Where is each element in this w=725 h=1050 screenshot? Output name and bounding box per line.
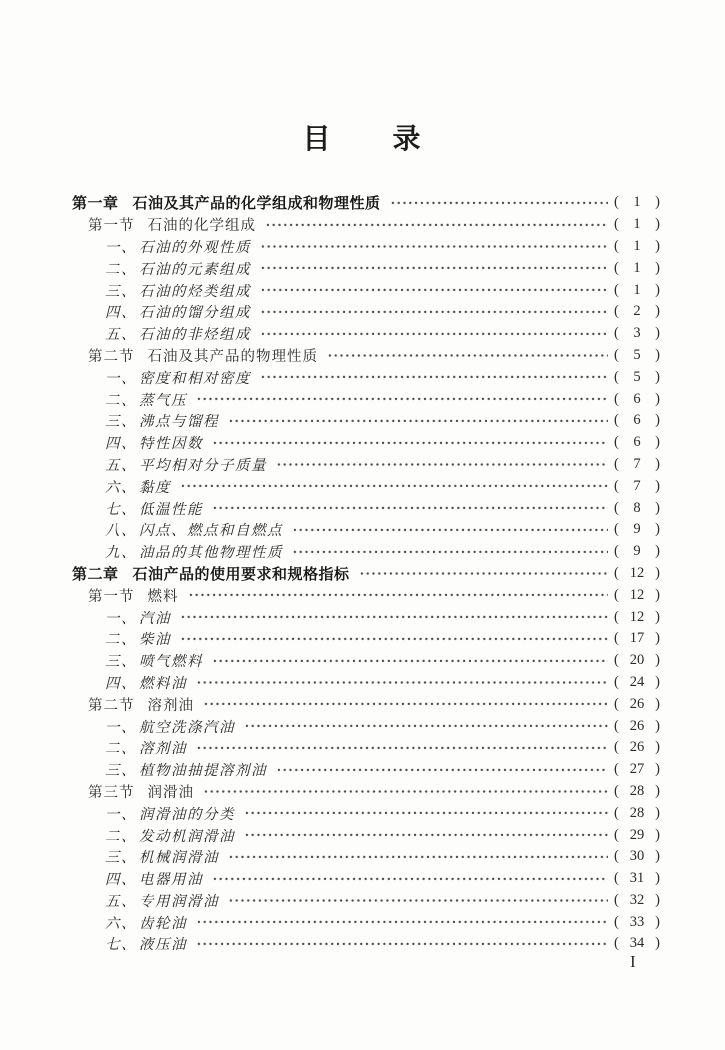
toc-entry bbox=[88, 214, 660, 236]
toc-entry-label: 发动机润滑油 bbox=[139, 828, 235, 845]
leader-dots bbox=[276, 759, 608, 781]
toc-entry-page bbox=[614, 543, 660, 560]
page-number: 1 bbox=[633, 281, 641, 298]
toc-entry-label: 蒸气压 bbox=[139, 392, 187, 409]
toc-entry-number: 三、 bbox=[105, 654, 137, 671]
paren-close: ) bbox=[655, 477, 660, 494]
paren-open: ( bbox=[614, 543, 619, 560]
paren-open: ( bbox=[614, 455, 619, 472]
toc-entry-page bbox=[614, 652, 660, 669]
toc-entry-page bbox=[614, 260, 660, 277]
paren-close: ) bbox=[655, 346, 660, 363]
toc-entry-page bbox=[614, 391, 660, 408]
paren-close: ) bbox=[655, 564, 660, 581]
toc-entry-number: 二、 bbox=[105, 828, 137, 845]
toc-entry-page bbox=[614, 848, 660, 865]
paren-open: ( bbox=[614, 237, 619, 254]
page-number: 12 bbox=[629, 608, 645, 625]
paren-close: ) bbox=[655, 303, 660, 320]
page-number: 12 bbox=[629, 586, 645, 603]
toc-entry-page bbox=[614, 412, 660, 429]
leader-dots bbox=[244, 802, 608, 824]
page-number: 26 bbox=[629, 717, 645, 734]
toc-entry bbox=[105, 388, 660, 410]
page-number: 28 bbox=[629, 782, 645, 799]
toc-entry-label: 石油的馏分组成 bbox=[139, 305, 251, 322]
leader-dots bbox=[196, 933, 608, 955]
toc-entry-label: 齿轮油 bbox=[139, 915, 187, 932]
page-number: 1 bbox=[633, 194, 641, 211]
paren-close: ) bbox=[655, 739, 660, 756]
paren-open: ( bbox=[614, 390, 619, 407]
leader-dots bbox=[390, 192, 608, 214]
toc-entry bbox=[105, 737, 660, 759]
toc-entry-page bbox=[614, 347, 660, 364]
toc-list bbox=[72, 192, 660, 955]
paren-close: ) bbox=[655, 216, 660, 233]
toc-entry bbox=[88, 781, 660, 803]
toc-entry-page bbox=[614, 500, 660, 517]
paren-open: ( bbox=[614, 325, 619, 342]
paren-close: ) bbox=[655, 325, 660, 342]
toc-entry-number: 一、 bbox=[105, 719, 137, 736]
toc-entry-number: 八、 bbox=[105, 523, 137, 540]
toc-entry bbox=[105, 541, 660, 563]
toc-entry-label: 石油的化学组成 bbox=[147, 218, 256, 235]
paren-open: ( bbox=[614, 586, 619, 603]
paren-close: ) bbox=[655, 804, 660, 821]
toc-entry-label: 润滑油的分类 bbox=[139, 806, 235, 823]
toc-entry-number: 九、 bbox=[105, 545, 137, 562]
leader-dots bbox=[203, 693, 608, 715]
toc-entry-number: 五、 bbox=[105, 327, 137, 344]
toc-entry-label: 黏度 bbox=[139, 479, 171, 496]
toc-entry-page bbox=[614, 565, 660, 582]
toc-entry-page bbox=[614, 521, 660, 538]
paren-close: ) bbox=[655, 608, 660, 625]
leader-dots bbox=[180, 475, 608, 497]
toc-entry-page bbox=[614, 761, 660, 778]
toc-entry-number: 第一章 bbox=[72, 195, 119, 213]
toc-entry bbox=[105, 824, 660, 846]
toc-entry-label: 电器用油 bbox=[139, 872, 203, 889]
toc-entry bbox=[72, 563, 660, 585]
page-number: 7 bbox=[633, 477, 641, 494]
toc-entry-number: 第一节 bbox=[88, 218, 135, 235]
leader-dots bbox=[260, 279, 608, 301]
toc-entry bbox=[105, 279, 660, 301]
toc-entry bbox=[72, 192, 660, 214]
toc-entry-label: 柴油 bbox=[139, 632, 171, 649]
page-number: 17 bbox=[629, 630, 645, 647]
toc-entry-label: 油品的其他物理性质 bbox=[139, 545, 283, 562]
leader-dots bbox=[292, 541, 608, 563]
paren-close: ) bbox=[655, 259, 660, 276]
paren-open: ( bbox=[614, 870, 619, 887]
toc-entry-number: 七、 bbox=[105, 937, 137, 954]
paren-open: ( bbox=[614, 521, 619, 538]
page-number: 9 bbox=[633, 543, 641, 560]
page-number: 7 bbox=[633, 455, 641, 472]
paren-open: ( bbox=[614, 804, 619, 821]
toc-entry-page bbox=[614, 739, 660, 756]
toc-entry-label: 特性因数 bbox=[139, 436, 203, 453]
toc-entry-number: 二、 bbox=[105, 261, 137, 278]
toc-entry-label: 润滑油 bbox=[147, 784, 194, 801]
paren-open: ( bbox=[614, 695, 619, 712]
leader-dots bbox=[228, 890, 608, 912]
leader-dots bbox=[244, 715, 608, 737]
toc-entry-label: 燃料油 bbox=[139, 675, 187, 692]
paren-close: ) bbox=[655, 848, 660, 865]
leader-dots bbox=[228, 846, 608, 868]
paren-open: ( bbox=[614, 891, 619, 908]
paren-close: ) bbox=[655, 870, 660, 887]
toc-entry-label: 燃料 bbox=[147, 588, 179, 605]
page-number: 26 bbox=[629, 739, 645, 756]
paren-close: ) bbox=[655, 368, 660, 385]
toc-entry-page bbox=[614, 303, 660, 320]
paren-open: ( bbox=[614, 564, 619, 581]
toc-entry-label: 石油及其产品的化学组成和物理性质 bbox=[132, 195, 381, 213]
paren-open: ( bbox=[614, 434, 619, 451]
toc-entry bbox=[105, 868, 660, 890]
toc-entry-page bbox=[614, 892, 660, 909]
toc-entry bbox=[105, 519, 660, 541]
toc-entry-label: 闪点、燃点和自燃点 bbox=[139, 523, 283, 540]
paren-close: ) bbox=[655, 695, 660, 712]
toc-entry-label: 机械润滑油 bbox=[139, 850, 219, 867]
toc-entry-page bbox=[614, 696, 660, 713]
paren-open: ( bbox=[614, 739, 619, 756]
toc-entry-page bbox=[614, 325, 660, 342]
page-number: 28 bbox=[629, 804, 645, 821]
leader-dots bbox=[244, 824, 608, 846]
page-number: 3 bbox=[633, 325, 641, 342]
page-number: 30 bbox=[629, 848, 645, 865]
page-number: 32 bbox=[629, 891, 645, 908]
toc-entry-label: 石油的外观性质 bbox=[139, 239, 251, 256]
toc-entry-page bbox=[614, 827, 660, 844]
toc-entry-number: 三、 bbox=[105, 283, 137, 300]
toc-entry bbox=[105, 257, 660, 279]
toc-entry-number: 六、 bbox=[105, 915, 137, 932]
toc-entry bbox=[105, 323, 660, 345]
paren-close: ) bbox=[655, 390, 660, 407]
paren-close: ) bbox=[655, 434, 660, 451]
leader-dots bbox=[203, 781, 608, 803]
toc-entry bbox=[105, 715, 660, 737]
paren-close: ) bbox=[655, 543, 660, 560]
toc-entry-label: 汽油 bbox=[139, 610, 171, 627]
page-number: 9 bbox=[633, 521, 641, 538]
toc-entry-number: 五、 bbox=[105, 457, 137, 474]
leader-dots bbox=[196, 388, 608, 410]
toc-entry-number: 第二节 bbox=[88, 697, 135, 714]
paren-open: ( bbox=[614, 630, 619, 647]
paren-open: ( bbox=[614, 194, 619, 211]
leader-dots bbox=[359, 563, 608, 585]
toc-entry-number: 第二节 bbox=[88, 348, 135, 365]
page-number: 5 bbox=[633, 368, 641, 385]
leader-dots bbox=[260, 257, 608, 279]
toc-entry bbox=[105, 628, 660, 650]
paren-open: ( bbox=[614, 826, 619, 843]
page-number: 33 bbox=[629, 913, 645, 930]
toc-entry-label: 低温性能 bbox=[139, 501, 203, 518]
toc-entry-number: 第一节 bbox=[88, 588, 135, 605]
leader-dots bbox=[265, 214, 608, 236]
toc-entry-number: 三、 bbox=[105, 850, 137, 867]
page-number: 5 bbox=[633, 346, 641, 363]
toc-entry bbox=[105, 759, 660, 781]
toc-entry-page bbox=[614, 630, 660, 647]
toc-entry-label: 航空洗涤汽油 bbox=[139, 719, 235, 736]
toc-entry-number: 三、 bbox=[105, 763, 137, 780]
leader-dots bbox=[180, 606, 608, 628]
toc-entry-number: 一、 bbox=[105, 239, 137, 256]
toc-entry-page bbox=[614, 478, 660, 495]
toc-entry-number: 第二章 bbox=[72, 565, 119, 583]
toc-entry-page bbox=[614, 783, 660, 800]
leader-dots bbox=[276, 454, 608, 476]
leader-dots bbox=[260, 323, 608, 345]
paren-open: ( bbox=[614, 477, 619, 494]
toc-entry-page bbox=[614, 870, 660, 887]
toc-entry-label: 石油产品的使用要求和规格指标 bbox=[132, 565, 350, 583]
page-number: 31 bbox=[629, 870, 645, 887]
page-number: 29 bbox=[629, 826, 645, 843]
paren-open: ( bbox=[614, 281, 619, 298]
page-number: 6 bbox=[633, 390, 641, 407]
paren-close: ) bbox=[655, 521, 660, 538]
paren-open: ( bbox=[614, 259, 619, 276]
leader-dots bbox=[188, 584, 609, 606]
paren-close: ) bbox=[655, 673, 660, 690]
leader-dots bbox=[292, 519, 608, 541]
toc-entry-number: 一、 bbox=[105, 370, 137, 387]
paren-close: ) bbox=[655, 935, 660, 952]
leader-dots bbox=[260, 366, 608, 388]
toc-entry-label: 石油的非烃组成 bbox=[139, 327, 251, 344]
toc-entry-number: 二、 bbox=[105, 392, 137, 409]
leader-dots bbox=[260, 301, 608, 323]
toc-entry bbox=[105, 650, 660, 672]
page-number: 1 bbox=[633, 237, 641, 254]
paren-open: ( bbox=[614, 761, 619, 778]
paren-open: ( bbox=[614, 848, 619, 865]
toc-entry bbox=[105, 672, 660, 694]
toc-entry-number: 第三节 bbox=[88, 784, 135, 801]
leader-dots bbox=[327, 345, 608, 367]
paren-close: ) bbox=[655, 194, 660, 211]
paren-open: ( bbox=[614, 913, 619, 930]
toc-entry-label: 植物油抽提溶剂油 bbox=[139, 763, 267, 780]
toc-entry bbox=[105, 933, 660, 955]
paren-close: ) bbox=[655, 630, 660, 647]
paren-open: ( bbox=[614, 673, 619, 690]
toc-entry-page bbox=[614, 456, 660, 473]
toc-entry-page bbox=[614, 216, 660, 233]
paren-close: ) bbox=[655, 412, 660, 429]
leader-dots bbox=[212, 650, 608, 672]
toc-entry-label: 喷气燃料 bbox=[139, 654, 203, 671]
toc-entry-page bbox=[614, 718, 660, 735]
toc-entry bbox=[105, 497, 660, 519]
toc-entry-label: 溶剂油 bbox=[147, 697, 194, 714]
leader-dots bbox=[212, 432, 608, 454]
toc-entry-number: 七、 bbox=[105, 501, 137, 518]
paren-open: ( bbox=[614, 608, 619, 625]
paren-close: ) bbox=[655, 761, 660, 778]
page-number: 27 bbox=[629, 761, 645, 778]
toc-entry-page bbox=[614, 914, 660, 931]
leader-dots bbox=[260, 236, 608, 258]
toc-entry-page bbox=[614, 282, 660, 299]
toc-entry bbox=[105, 911, 660, 933]
toc-entry-number: 四、 bbox=[105, 436, 137, 453]
toc-entry-number: 四、 bbox=[105, 305, 137, 322]
paren-open: ( bbox=[614, 412, 619, 429]
toc-entry bbox=[105, 475, 660, 497]
toc-entry-page bbox=[614, 805, 660, 822]
page-number: 2 bbox=[633, 303, 641, 320]
paren-close: ) bbox=[655, 652, 660, 669]
toc-entry bbox=[88, 693, 660, 715]
leader-dots bbox=[196, 911, 608, 933]
leader-dots bbox=[180, 628, 608, 650]
toc-entry-label: 密度和相对密度 bbox=[139, 370, 251, 387]
toc-entry-number: 二、 bbox=[105, 741, 137, 758]
leader-dots bbox=[212, 497, 608, 519]
paren-open: ( bbox=[614, 935, 619, 952]
toc-entry-label: 液压油 bbox=[139, 937, 187, 954]
toc-entry-number: 二、 bbox=[105, 632, 137, 649]
page-title: 目 录 bbox=[302, 123, 423, 154]
paren-open: ( bbox=[614, 216, 619, 233]
leader-dots bbox=[228, 410, 608, 432]
paren-open: ( bbox=[614, 346, 619, 363]
toc-entry-label: 石油及其产品的物理性质 bbox=[147, 348, 318, 365]
toc-entry bbox=[88, 345, 660, 367]
toc-entry-page bbox=[614, 609, 660, 626]
paren-close: ) bbox=[655, 913, 660, 930]
toc-entry-number: 六、 bbox=[105, 479, 137, 496]
toc-entry bbox=[105, 432, 660, 454]
page-number: 1 bbox=[633, 216, 641, 233]
toc-entry bbox=[105, 410, 660, 432]
paren-close: ) bbox=[655, 586, 660, 603]
page-number: 6 bbox=[633, 434, 641, 451]
toc-entry bbox=[88, 584, 660, 606]
paren-close: ) bbox=[655, 891, 660, 908]
leader-dots bbox=[196, 672, 608, 694]
paren-open: ( bbox=[614, 303, 619, 320]
toc-entry-label: 石油的烃类组成 bbox=[139, 283, 251, 300]
toc-entry-page bbox=[614, 369, 660, 386]
paren-open: ( bbox=[614, 499, 619, 516]
toc-entry-page bbox=[614, 238, 660, 255]
toc-entry-page bbox=[614, 434, 660, 451]
leader-dots bbox=[196, 737, 608, 759]
toc-entry bbox=[105, 802, 660, 824]
paren-open: ( bbox=[614, 717, 619, 734]
toc-entry bbox=[105, 890, 660, 912]
page-number: 20 bbox=[629, 652, 645, 669]
leader-dots bbox=[212, 868, 608, 890]
toc-entry-number: 四、 bbox=[105, 872, 137, 889]
page-number: 26 bbox=[629, 695, 645, 712]
paren-close: ) bbox=[655, 237, 660, 254]
toc-entry-label: 溶剂油 bbox=[139, 741, 187, 758]
toc-entry bbox=[105, 366, 660, 388]
toc-entry-page bbox=[614, 674, 660, 691]
page-number: 6 bbox=[633, 412, 641, 429]
toc-entry bbox=[105, 846, 660, 868]
toc-entry-number: 一、 bbox=[105, 806, 137, 823]
paren-close: ) bbox=[655, 717, 660, 734]
toc-entry-label: 沸点与馏程 bbox=[139, 414, 219, 431]
toc-entry-number: 三、 bbox=[105, 414, 137, 431]
paren-close: ) bbox=[655, 499, 660, 516]
toc-entry-number: 四、 bbox=[105, 675, 137, 692]
page-number: 1 bbox=[633, 259, 641, 276]
folio-page-number: I bbox=[630, 952, 636, 971]
toc-entry-number: 一、 bbox=[105, 610, 137, 627]
toc-entry bbox=[105, 236, 660, 258]
paren-close: ) bbox=[655, 455, 660, 472]
paren-close: ) bbox=[655, 281, 660, 298]
toc-entry bbox=[105, 454, 660, 476]
page-number: 24 bbox=[629, 673, 645, 690]
toc-entry-label: 石油的元素组成 bbox=[139, 261, 251, 278]
toc-entry-label: 专用润滑油 bbox=[139, 893, 219, 910]
toc-entry-page bbox=[614, 194, 660, 211]
toc-entry-label: 平均相对分子质量 bbox=[139, 457, 267, 474]
paren-open: ( bbox=[614, 368, 619, 385]
paren-open: ( bbox=[614, 782, 619, 799]
paren-close: ) bbox=[655, 782, 660, 799]
paren-close: ) bbox=[655, 826, 660, 843]
page-number: 12 bbox=[629, 564, 645, 581]
toc-entry-page bbox=[614, 935, 660, 952]
page-number: 8 bbox=[633, 499, 641, 516]
toc-entry-page bbox=[614, 587, 660, 604]
toc-entry bbox=[105, 301, 660, 323]
toc-entry bbox=[105, 606, 660, 628]
toc-entry-number: 五、 bbox=[105, 893, 137, 910]
page-number: 34 bbox=[629, 935, 645, 952]
paren-open: ( bbox=[614, 652, 619, 669]
